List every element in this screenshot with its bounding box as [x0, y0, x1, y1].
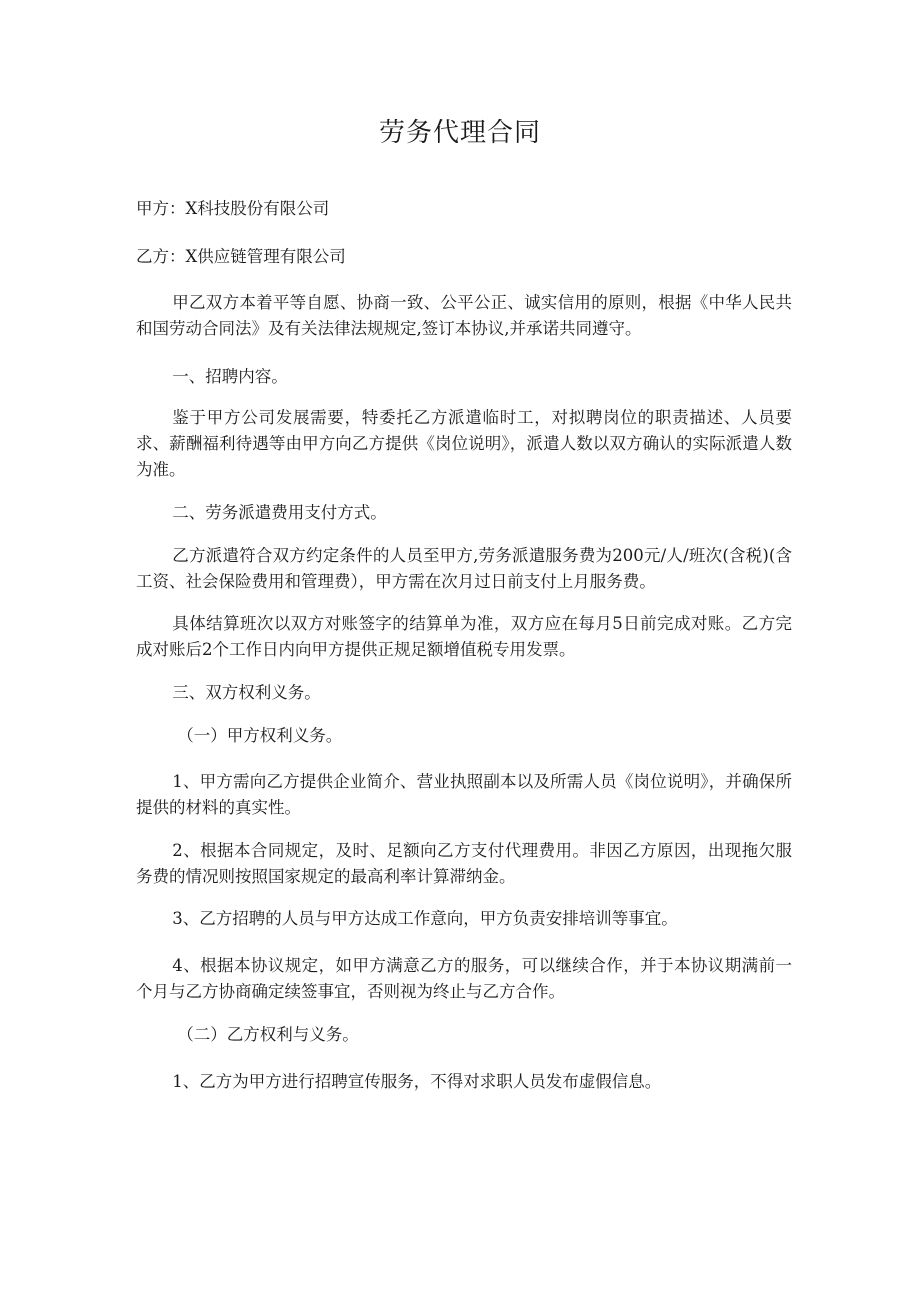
section-1-body: 鉴于甲方公司发展需要，特委托乙方派遣临时工，对拟聘岗位的职责描述、人员要求、薪酬福利待遇等由甲方向乙方提供《岗位说明》，派遣人数以双方确认的实际派遣人数为准。	[136, 408, 792, 479]
contract-title: 劳务代理合同	[378, 118, 541, 148]
section-3-sub-1: （一）甲方权利义务。	[177, 726, 343, 745]
party-a: 甲方：X科技股份有限公司	[136, 199, 330, 218]
party-a-duty-3: 3、乙方招聘的人员与甲方达成工作意向，甲方负责安排培训等事宜。	[172, 909, 678, 928]
preamble: 甲乙双方本着平等自愿、协商一致、公平公正、诚实信用的原则，根据《中华人民共和国劳动合同法》及有关法律法规规定,签订本协议,并承诺共同遵守。	[136, 293, 792, 338]
section-1-heading: 一、招聘内容。	[172, 367, 288, 386]
section-2-body-1: 乙方派遣符合双方约定条件的人员至甲方,劳务派遣服务费为200元/人/班次(含税)(含工资、社会保险费用和管理费），甲方需在次月过日前支付上月服务费。	[136, 546, 792, 591]
section-2-body-2: 具体结算班次以双方对账签字的结算单为准，双方应在每月5日前完成对账。乙方完成对账后2个工作日内向甲方提供正规足额增值税专用发票。	[136, 614, 792, 659]
party-a-duty-2: 2、根据本合同规定，及时、足额向乙方支付代理费用。非因乙方原因，出现拖欠服务费的情况则按照国家规定的最高利率计算滞纳金。	[136, 841, 792, 886]
section-3-heading: 三、双方权利义务。	[172, 683, 321, 702]
party-a-duty-4: 4、根据本协议规定，如甲方满意乙方的服务，可以继续合作，并于本协议期满前一个月与乙方协商确定续签事宜，否则视为终止与乙方合作。	[136, 956, 792, 1001]
party-b: 乙方：X供应链管理有限公司	[136, 247, 346, 266]
party-b-duty-1: 1、乙方为甲方进行招聘宣传服务，不得对求职人员发布虚假信息。	[172, 1072, 662, 1091]
section-2-heading: 二、劳务派遣费用支付方式。	[172, 503, 387, 522]
party-a-duty-1: 1、甲方需向乙方提供企业简介、营业执照副本以及所需人员《岗位说明》，并确保所提供的材料的真实性。	[136, 772, 792, 817]
section-3-sub-2: （二）乙方权利与义务。	[177, 1025, 359, 1044]
